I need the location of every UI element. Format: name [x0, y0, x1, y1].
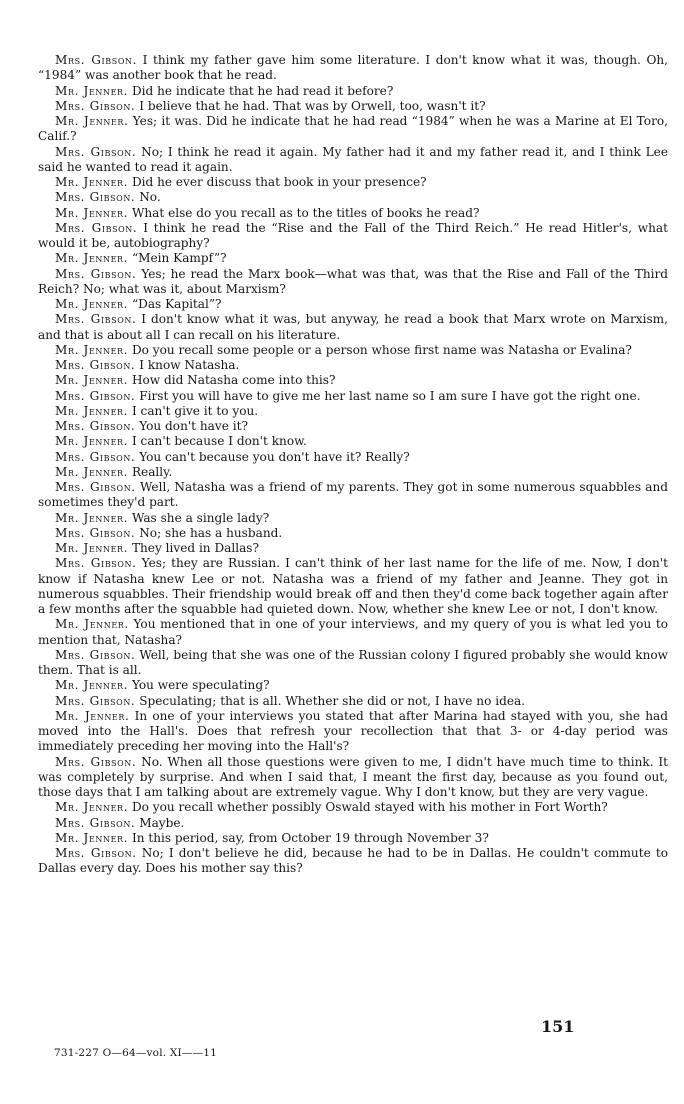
testimony-paragraph — [38, 190, 668, 205]
speaker-name: Mr. Jenner. — [55, 342, 129, 357]
statement-text: I don't know what it was, but anyway, he read a book that Marx wrote on Marxism, and that is about all I can recall on his literature. — [38, 312, 668, 342]
testimony-paragraph — [38, 648, 668, 679]
statement-text: You don't have it? — [135, 419, 248, 433]
speaker-name: Mr. Jenner. — [55, 83, 129, 98]
speaker-name: Mr. Jenner. — [55, 617, 129, 632]
speaker-name: Mr. Jenner. — [55, 114, 129, 128]
statement-text: No. When all those questions were given to me, I didn't have much time to think. It was completely by surprise. And when I said that, I meant the first day, because as you found out, those days that I am talking about are extremely vague. Why I don't know, but they are very vague. — [38, 754, 668, 799]
testimony-paragraph — [38, 419, 668, 434]
testimony-text — [38, 53, 668, 877]
testimony-paragraph — [38, 145, 668, 176]
speaker-name: Mr. Jenner. — [55, 830, 129, 845]
testimony-paragraph — [38, 99, 668, 114]
speaker-name: Mr. Jenner. — [55, 800, 129, 815]
speaker-name: Mrs. Gibson. — [55, 647, 136, 662]
speaker-name: Mrs. Gibson. — [55, 556, 137, 571]
testimony-paragraph — [38, 831, 668, 846]
testimony-paragraph — [38, 297, 668, 312]
testimony-paragraph — [38, 617, 668, 648]
statement-text: I can't because I don't know. — [128, 434, 307, 449]
speaker-name: Mr. Jenner. — [55, 373, 129, 388]
speaker-name: Mr. Jenner. — [55, 297, 129, 311]
statement-text: Do you recall some people or a person whose first name was Natasha or Evalina? — [128, 342, 632, 357]
speaker-name: Mr. Jenner. — [55, 403, 129, 418]
statement-text: I think my father gave him some literature. I don't know what it was, though. Oh, “1984” was another book that he read. — [38, 53, 669, 83]
speaker-name: Mrs. Gibson. — [55, 266, 137, 281]
testimony-paragraph — [38, 114, 668, 145]
testimony-paragraph — [38, 343, 668, 358]
statement-text: In one of your interviews you stated that after Marina had stayed with you, she had moved into the Hall's. Does that refresh your recollection that that 3- or 4-day period was immediately preceding her moving into the Hall's? — [38, 708, 669, 754]
statement-text: You can't because you don't have it? Really? — [135, 449, 410, 464]
speaker-name: Mr. Jenner. — [55, 510, 129, 525]
testimony-paragraph — [38, 556, 668, 617]
statement-text: You mentioned that in one of your interviews, and my query of you is what led you to mention that, Natasha? — [38, 617, 668, 647]
speaker-name: Mrs. Gibson. — [55, 190, 136, 205]
testimony-paragraph — [38, 709, 668, 755]
testimony-paragraph — [38, 251, 668, 266]
statement-text: Well, being that she was one of the Russian colony I figured probably she would know them. That is all. — [38, 647, 668, 677]
speaker-name: Mrs. Gibson. — [55, 693, 136, 708]
statement-text: Was she a single lady? — [128, 510, 270, 525]
speaker-name: Mr. Jenner. — [55, 251, 129, 266]
speaker-name: Mrs. Gibson. — [55, 388, 136, 403]
speaker-name: Mrs. Gibson. — [55, 419, 136, 433]
speaker-name: Mrs. Gibson. — [55, 525, 136, 540]
speaker-name: Mr. Jenner. — [55, 464, 129, 479]
speaker-name: Mrs. Gibson. — [55, 358, 136, 372]
statement-text: First you will have to give me her last name so I am sure I have got the right one. — [135, 388, 641, 403]
speaker-name: Mr. Jenner. — [55, 708, 130, 723]
speaker-name: Mrs. Gibson. — [55, 815, 136, 830]
statement-text: “Mein Kampf”? — [128, 251, 227, 266]
testimony-paragraph — [38, 480, 668, 511]
testimony-paragraph — [38, 678, 668, 693]
statement-text: No; she has a husband. — [135, 525, 283, 540]
testimony-paragraph — [38, 450, 668, 465]
speaker-name: Mrs. Gibson. — [55, 754, 137, 769]
statement-text: I can't give it to you. — [128, 403, 259, 418]
statement-text: I think he read the “Rise and the Fall of the Third Reich.” He read Hitler's, what would it be, autobiography? — [38, 220, 669, 250]
speaker-name: Mrs. Gibson. — [55, 846, 137, 860]
testimony-paragraph — [38, 694, 668, 709]
testimony-paragraph — [38, 84, 668, 99]
testimony-paragraph — [38, 755, 668, 801]
testimony-paragraph — [38, 404, 668, 419]
testimony-paragraph — [38, 526, 668, 541]
testimony-paragraph — [38, 800, 668, 815]
statement-text: I know Natasha. — [135, 358, 240, 372]
statement-text: Yes; he read the Marx book—what was that, was that the Rise and Fall of the Third Reich? No; what was it, about Marxism? — [38, 266, 668, 296]
statement-text: Did he indicate that he had read it before? — [128, 83, 394, 98]
speaker-name: Mrs. Gibson. — [55, 312, 137, 327]
speaker-name: Mrs. Gibson. — [55, 449, 136, 464]
statement-text: “Das Kapital”? — [128, 297, 222, 311]
testimony-paragraph — [38, 358, 668, 373]
statement-text: No; I don't believe he did, because he had to be in Dallas. He couldn't commute to Dallas every day. Does his mother say this? — [38, 846, 669, 876]
statement-text: I believe that he had. That was by Orwell, too, wasn't it? — [135, 98, 486, 113]
statement-text: Yes; it was. Did he indicate that he had read “1984” when he was a Marine at El Toro, Calif.? — [38, 114, 668, 144]
speaker-name: Mr. Jenner. — [55, 678, 129, 693]
statement-text: What else do you recall as to the titles of books he read? — [128, 205, 480, 220]
testimony-paragraph — [38, 434, 668, 449]
print-code-footer: 731-227 O—64—vol. XI——11 — [54, 1047, 218, 1059]
statement-text: Do you recall whether possibly Oswald stayed with his mother in Fort Worth? — [128, 800, 608, 815]
statement-text: Yes; they are Russian. I can't think of her last name for the life of me. Now, I don't know if Natasha knew Lee or not. Natasha was a friend of my father and Jeanne. They got in numerous squabbles. Their friendship would break off and then they'd come back together again after a few months after the squabble had quieted down. Now, whether she knew Lee or not, I don't know. — [38, 556, 668, 616]
testimony-paragraph — [38, 846, 668, 877]
statement-text: Did he ever discuss that book in your presence? — [128, 175, 427, 189]
speaker-name: Mrs. Gibson. — [55, 98, 136, 113]
testimony-paragraph — [38, 389, 668, 404]
statement-text: Really. — [128, 464, 173, 479]
speaker-name: Mr. Jenner. — [55, 434, 129, 449]
testimony-paragraph — [38, 221, 668, 252]
testimony-paragraph — [38, 312, 668, 343]
statement-text: In this period, say, from October 19 through November 3? — [128, 830, 489, 845]
testimony-paragraph — [38, 816, 668, 831]
statement-text: Well, Natasha was a friend of my parents. They got in some numerous squabbles and sometimes they'd part. — [38, 480, 669, 510]
testimony-paragraph — [38, 267, 668, 298]
testimony-paragraph — [38, 541, 668, 556]
speaker-name: Mrs. Gibson. — [55, 53, 138, 67]
statement-text: No. — [135, 190, 161, 205]
statement-text: How did Natasha come into this? — [128, 373, 336, 388]
testimony-paragraph — [38, 175, 668, 190]
speaker-name: Mr. Jenner. — [55, 205, 129, 220]
statement-text: You were speculating? — [128, 678, 270, 693]
statement-text: No; I think he read it again. My father had it and my father read it, and I think Lee said he wanted to read it again. — [38, 144, 668, 174]
speaker-name: Mrs. Gibson. — [55, 220, 138, 235]
testimony-paragraph — [38, 511, 668, 526]
speaker-name: Mr. Jenner. — [55, 541, 129, 555]
testimony-paragraph — [38, 206, 668, 221]
statement-text: They lived in Dallas? — [128, 541, 259, 555]
speaker-name: Mrs. Gibson. — [55, 480, 136, 494]
testimony-paragraph — [38, 373, 668, 388]
speaker-name: Mrs. Gibson. — [55, 144, 137, 159]
speaker-name: Mr. Jenner. — [55, 175, 129, 189]
page-number: 151 — [541, 1017, 575, 1036]
statement-text: Maybe. — [135, 815, 185, 830]
testimony-paragraph — [38, 53, 668, 84]
testimony-paragraph — [38, 465, 668, 480]
statement-text: Speculating; that is all. Whether she did or not, I have no idea. — [135, 693, 526, 708]
